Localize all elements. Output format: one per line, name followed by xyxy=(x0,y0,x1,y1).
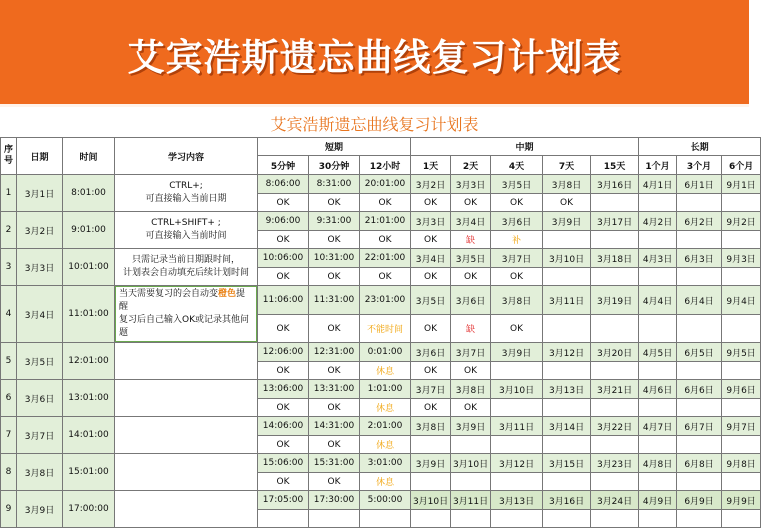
review-date-cell: 8:31:00 xyxy=(309,175,360,194)
review-status-cell: OK xyxy=(360,268,411,286)
row-time: 10:01:00 xyxy=(63,249,115,286)
table-row xyxy=(1,175,761,194)
header-interval: 1个月 xyxy=(639,156,677,175)
review-status-cell xyxy=(543,315,591,343)
review-date-cell: 11:06:00 xyxy=(258,286,309,315)
row-time: 14:01:00 xyxy=(63,417,115,454)
header-interval: 15天 xyxy=(591,156,639,175)
review-status-cell xyxy=(411,473,451,491)
review-date-cell: 3月17日 xyxy=(591,212,639,231)
review-date-cell: 20:01:00 xyxy=(360,175,411,194)
review-date-cell: 4月9日 xyxy=(639,491,677,510)
review-status-cell xyxy=(722,473,761,491)
row-content xyxy=(115,343,258,380)
review-status-cell xyxy=(451,436,491,454)
header-interval: 4天 xyxy=(491,156,543,175)
review-date-cell: 3月5日 xyxy=(491,175,543,194)
review-status-cell xyxy=(677,362,722,380)
row-content xyxy=(115,175,258,212)
table-row xyxy=(1,454,761,473)
content-line: 只需记录当前日期跟时间， xyxy=(131,255,240,265)
header-seq: 序号 xyxy=(1,138,17,175)
review-status-cell xyxy=(639,399,677,417)
review-date-cell: 9月2日 xyxy=(722,212,761,231)
review-status-cell xyxy=(451,510,491,528)
table-row xyxy=(1,417,761,436)
review-date-cell: 9月5日 xyxy=(722,343,761,362)
review-status-cell: OK xyxy=(411,194,451,212)
header-row-groups xyxy=(1,138,761,156)
content-line: 可直接输入当前日期 xyxy=(145,194,227,204)
row-seq: 1 xyxy=(1,175,17,212)
review-date-cell: 3月11日 xyxy=(491,417,543,436)
review-status-cell xyxy=(451,473,491,491)
review-status-cell: OK xyxy=(451,362,491,380)
review-status-cell xyxy=(639,362,677,380)
review-date-cell: 3月7日 xyxy=(451,343,491,362)
row-date: 3月1日 xyxy=(17,175,63,212)
review-status-cell xyxy=(591,399,639,417)
review-date-cell: 23:01:00 xyxy=(360,286,411,315)
review-date-cell: 3月11日 xyxy=(543,286,591,315)
review-schedule-table xyxy=(0,137,761,528)
review-status-cell: OK xyxy=(258,473,309,491)
review-date-cell: 3月10日 xyxy=(451,454,491,473)
review-status-cell xyxy=(722,315,761,343)
review-status-cell xyxy=(543,268,591,286)
review-date-cell: 13:31:00 xyxy=(309,380,360,399)
review-status-cell xyxy=(639,231,677,249)
review-status-cell: OK xyxy=(491,315,543,343)
review-date-cell: 3月2日 xyxy=(411,175,451,194)
content-line: 复习后自己输入OK或记录其他问题 xyxy=(119,315,249,338)
content-line: CTRL+; xyxy=(169,181,203,191)
review-status-cell: OK xyxy=(360,231,411,249)
header-interval: 1天 xyxy=(411,156,451,175)
row-content xyxy=(115,417,258,454)
row-content xyxy=(115,491,258,528)
row-date: 3月5日 xyxy=(17,343,63,380)
review-status-cell xyxy=(491,510,543,528)
header-interval: 5分钟 xyxy=(258,156,309,175)
review-date-cell: 9:06:00 xyxy=(258,212,309,231)
row-time: 12:01:00 xyxy=(63,343,115,380)
review-status-cell: OK xyxy=(309,268,360,286)
review-status-cell xyxy=(722,510,761,528)
row-seq: 2 xyxy=(1,212,17,249)
review-status-cell xyxy=(722,231,761,249)
review-date-cell: 6月8日 xyxy=(677,454,722,473)
review-date-cell: 3:01:00 xyxy=(360,454,411,473)
review-status-cell: OK xyxy=(451,268,491,286)
review-status-cell: OK xyxy=(258,399,309,417)
banner-title: 艾宾浩斯遗忘曲线复习计划表 xyxy=(127,35,622,79)
review-status-cell: OK xyxy=(258,436,309,454)
review-date-cell: 10:31:00 xyxy=(309,249,360,268)
review-date-cell: 3月16日 xyxy=(591,175,639,194)
review-date-cell: 12:31:00 xyxy=(309,343,360,362)
row-date: 3月2日 xyxy=(17,212,63,249)
review-date-cell: 9月3日 xyxy=(722,249,761,268)
review-date-cell: 1:01:00 xyxy=(360,380,411,399)
review-date-cell: 4月2日 xyxy=(639,212,677,231)
row-time: 11:01:00 xyxy=(63,286,115,343)
row-seq: 6 xyxy=(1,380,17,417)
review-date-cell: 3月6日 xyxy=(491,212,543,231)
review-status-cell xyxy=(639,194,677,212)
orange-word: 橙色 xyxy=(218,289,237,299)
review-date-cell: 4月4日 xyxy=(639,286,677,315)
review-date-cell: 4月3日 xyxy=(639,249,677,268)
review-date-cell: 3月14日 xyxy=(543,417,591,436)
review-date-cell: 4月1日 xyxy=(639,175,677,194)
review-status-cell xyxy=(722,399,761,417)
row-date: 3月9日 xyxy=(17,491,63,528)
review-status-cell xyxy=(491,436,543,454)
content-line: 可直接输入当前时间 xyxy=(145,231,227,241)
review-date-cell: 3月16日 xyxy=(543,491,591,510)
header-time: 时间 xyxy=(63,138,115,175)
row-seq: 3 xyxy=(1,249,17,286)
review-status-cell: OK xyxy=(258,268,309,286)
review-status-cell xyxy=(543,436,591,454)
review-status-cell: OK xyxy=(309,194,360,212)
review-date-cell: 3月6日 xyxy=(451,286,491,315)
review-status-cell xyxy=(722,362,761,380)
review-status-cell: OK xyxy=(258,194,309,212)
row-seq: 9 xyxy=(1,491,17,528)
review-status-cell: 休息 xyxy=(360,473,411,491)
header-mid: 中期 xyxy=(411,138,639,156)
review-status-cell xyxy=(543,473,591,491)
content-line: CTRL+SHIFT+ ; xyxy=(151,218,221,228)
review-status-cell xyxy=(360,510,411,528)
header-interval: 12小时 xyxy=(360,156,411,175)
review-date-cell: 3月5日 xyxy=(411,286,451,315)
review-status-cell: 不能时间 xyxy=(360,315,411,343)
review-status-cell: 休息 xyxy=(360,362,411,380)
review-status-cell xyxy=(639,268,677,286)
review-status-cell xyxy=(722,268,761,286)
review-date-cell: 3月8日 xyxy=(451,380,491,399)
review-date-cell: 6月4日 xyxy=(677,286,722,315)
review-status-cell xyxy=(639,473,677,491)
review-status-cell xyxy=(677,399,722,417)
header-content: 学习内容 xyxy=(115,138,258,175)
review-status-cell: OK xyxy=(411,362,451,380)
review-status-cell: 休息 xyxy=(360,436,411,454)
review-status-cell: 补 xyxy=(491,231,543,249)
review-status-cell xyxy=(677,510,722,528)
review-status-cell: OK xyxy=(309,362,360,380)
row-seq: 8 xyxy=(1,454,17,491)
review-status-cell: OK xyxy=(258,231,309,249)
review-date-cell: 9:31:00 xyxy=(309,212,360,231)
header-interval: 7天 xyxy=(543,156,591,175)
review-date-cell: 9月7日 xyxy=(722,417,761,436)
review-status-cell xyxy=(722,194,761,212)
review-status-cell: OK xyxy=(491,268,543,286)
review-date-cell: 8:06:00 xyxy=(258,175,309,194)
review-status-cell: 缺 xyxy=(451,315,491,343)
review-status-cell: OK xyxy=(309,399,360,417)
review-status-cell xyxy=(591,362,639,380)
review-date-cell: 3月7日 xyxy=(491,249,543,268)
review-status-cell: OK xyxy=(309,315,360,343)
review-date-cell: 4月7日 xyxy=(639,417,677,436)
review-date-cell: 3月7日 xyxy=(411,380,451,399)
row-time: 8:01:00 xyxy=(63,175,115,212)
review-status-cell: OK xyxy=(258,362,309,380)
header-interval: 30分钟 xyxy=(309,156,360,175)
review-status-cell xyxy=(639,315,677,343)
review-date-cell: 3月23日 xyxy=(591,454,639,473)
row-time: 9:01:00 xyxy=(63,212,115,249)
review-status-cell: OK xyxy=(411,315,451,343)
review-status-cell xyxy=(591,510,639,528)
review-date-cell: 9月9日 xyxy=(722,491,761,510)
review-date-cell: 3月13日 xyxy=(543,380,591,399)
content-line: 当天需要复习的会自动变 xyxy=(119,289,219,299)
review-date-cell: 6月2日 xyxy=(677,212,722,231)
review-date-cell: 17:05:00 xyxy=(258,491,309,510)
review-status-cell xyxy=(258,510,309,528)
content-line: 提醒 xyxy=(119,289,246,312)
review-status-cell xyxy=(677,315,722,343)
review-status-cell xyxy=(591,231,639,249)
table-row xyxy=(1,380,761,399)
row-date: 3月4日 xyxy=(17,286,63,343)
review-status-cell xyxy=(309,510,360,528)
header-interval: 6个月 xyxy=(722,156,761,175)
row-time: 17:00:00 xyxy=(63,491,115,528)
review-date-cell: 3月8日 xyxy=(543,175,591,194)
row-seq: 7 xyxy=(1,417,17,454)
table-row xyxy=(1,491,761,510)
review-status-cell xyxy=(677,436,722,454)
review-date-cell: 22:01:00 xyxy=(360,249,411,268)
review-date-cell: 6月3日 xyxy=(677,249,722,268)
row-seq: 4 xyxy=(1,286,17,343)
review-date-cell: 3月10日 xyxy=(411,491,451,510)
table-row xyxy=(1,343,761,362)
review-status-cell: OK xyxy=(309,473,360,491)
review-date-cell: 12:06:00 xyxy=(258,343,309,362)
review-status-cell xyxy=(543,510,591,528)
review-date-cell: 9月6日 xyxy=(722,380,761,399)
review-date-cell: 14:06:00 xyxy=(258,417,309,436)
review-date-cell: 3月22日 xyxy=(591,417,639,436)
review-date-cell: 3月13日 xyxy=(491,491,543,510)
row-content xyxy=(115,249,258,286)
row-content xyxy=(115,380,258,417)
review-date-cell: 3月12日 xyxy=(491,454,543,473)
row-time: 15:01:00 xyxy=(63,454,115,491)
row-date: 3月8日 xyxy=(17,454,63,491)
review-status-cell: OK xyxy=(543,194,591,212)
review-status-cell xyxy=(591,473,639,491)
review-date-cell: 6月5日 xyxy=(677,343,722,362)
review-date-cell: 3月3日 xyxy=(451,175,491,194)
review-status-cell xyxy=(491,362,543,380)
review-date-cell: 4月5日 xyxy=(639,343,677,362)
review-date-cell: 3月10日 xyxy=(543,249,591,268)
header-long: 长期 xyxy=(639,138,761,156)
row-date: 3月7日 xyxy=(17,417,63,454)
review-date-cell: 15:06:00 xyxy=(258,454,309,473)
review-status-cell xyxy=(677,231,722,249)
review-status-cell xyxy=(722,436,761,454)
review-date-cell: 0:01:00 xyxy=(360,343,411,362)
sheet-title: 艾宾浩斯遗忘曲线复习计划表 xyxy=(270,115,479,134)
row-date: 3月3日 xyxy=(17,249,63,286)
review-date-cell: 2:01:00 xyxy=(360,417,411,436)
review-date-cell: 3月20日 xyxy=(591,343,639,362)
review-date-cell: 3月8日 xyxy=(491,286,543,315)
review-date-cell: 3月21日 xyxy=(591,380,639,399)
review-date-cell: 6月7日 xyxy=(677,417,722,436)
review-date-cell: 3月12日 xyxy=(543,343,591,362)
review-date-cell: 5:00:00 xyxy=(360,491,411,510)
row-date: 3月6日 xyxy=(17,380,63,417)
header-interval: 2天 xyxy=(451,156,491,175)
review-status-cell: OK xyxy=(491,194,543,212)
review-status-cell: OK xyxy=(451,399,491,417)
review-date-cell: 3月9日 xyxy=(451,417,491,436)
title-banner xyxy=(0,0,749,107)
review-date-cell: 11:31:00 xyxy=(309,286,360,315)
review-date-cell: 9月4日 xyxy=(722,286,761,315)
review-status-cell xyxy=(591,315,639,343)
review-status-cell xyxy=(677,268,722,286)
review-date-cell: 3月4日 xyxy=(411,249,451,268)
review-status-cell xyxy=(591,194,639,212)
review-status-cell: 缺 xyxy=(451,231,491,249)
review-date-cell: 15:31:00 xyxy=(309,454,360,473)
review-date-cell: 17:30:00 xyxy=(309,491,360,510)
review-status-cell xyxy=(591,436,639,454)
review-date-cell: 3月6日 xyxy=(411,343,451,362)
review-date-cell: 3月19日 xyxy=(591,286,639,315)
row-time: 13:01:00 xyxy=(63,380,115,417)
review-date-cell: 21:01:00 xyxy=(360,212,411,231)
row-seq: 5 xyxy=(1,343,17,380)
review-status-cell: 休息 xyxy=(360,399,411,417)
review-status-cell xyxy=(639,436,677,454)
review-date-cell: 3月5日 xyxy=(451,249,491,268)
review-date-cell: 3月9日 xyxy=(411,454,451,473)
review-status-cell: OK xyxy=(411,268,451,286)
review-status-cell xyxy=(543,231,591,249)
review-status-cell: OK xyxy=(451,194,491,212)
review-date-cell: 3月8日 xyxy=(411,417,451,436)
review-status-cell xyxy=(677,194,722,212)
review-status-cell: OK xyxy=(360,194,411,212)
review-date-cell: 3月9日 xyxy=(543,212,591,231)
content-line: 计划表会自动填充后续计划时间 xyxy=(122,268,249,278)
table-row xyxy=(1,286,761,315)
review-date-cell: 3月4日 xyxy=(451,212,491,231)
header-short: 短期 xyxy=(258,138,411,156)
review-status-cell: OK xyxy=(411,399,451,417)
review-date-cell: 3月3日 xyxy=(411,212,451,231)
review-date-cell: 3月10日 xyxy=(491,380,543,399)
review-date-cell: 6月9日 xyxy=(677,491,722,510)
review-date-cell: 3月9日 xyxy=(491,343,543,362)
review-date-cell: 14:31:00 xyxy=(309,417,360,436)
header-interval: 3个月 xyxy=(677,156,722,175)
review-date-cell: 4月8日 xyxy=(639,454,677,473)
row-content xyxy=(115,454,258,491)
review-status-cell xyxy=(543,362,591,380)
review-status-cell: OK xyxy=(309,436,360,454)
review-date-cell: 3月24日 xyxy=(591,491,639,510)
review-status-cell: OK xyxy=(411,231,451,249)
review-status-cell xyxy=(411,436,451,454)
table-row xyxy=(1,212,761,231)
table-row xyxy=(1,249,761,268)
review-date-cell: 10:06:00 xyxy=(258,249,309,268)
review-date-cell: 13:06:00 xyxy=(258,380,309,399)
review-status-cell xyxy=(639,510,677,528)
review-date-cell: 4月6日 xyxy=(639,380,677,399)
row-content xyxy=(115,286,258,343)
review-status-cell xyxy=(543,399,591,417)
review-date-cell: 6月1日 xyxy=(677,175,722,194)
highlight-note xyxy=(115,286,257,342)
review-date-cell: 6月6日 xyxy=(677,380,722,399)
review-date-cell: 9月1日 xyxy=(722,175,761,194)
review-status-cell: OK xyxy=(258,315,309,343)
review-status-cell: OK xyxy=(309,231,360,249)
review-date-cell: 3月18日 xyxy=(591,249,639,268)
review-status-cell xyxy=(677,473,722,491)
review-status-cell xyxy=(591,268,639,286)
review-date-cell: 9月8日 xyxy=(722,454,761,473)
row-content xyxy=(115,212,258,249)
review-status-cell xyxy=(491,473,543,491)
review-date-cell: 3月11日 xyxy=(451,491,491,510)
review-status-cell xyxy=(411,510,451,528)
header-date: 日期 xyxy=(17,138,63,175)
review-status-cell xyxy=(491,399,543,417)
review-date-cell: 3月15日 xyxy=(543,454,591,473)
